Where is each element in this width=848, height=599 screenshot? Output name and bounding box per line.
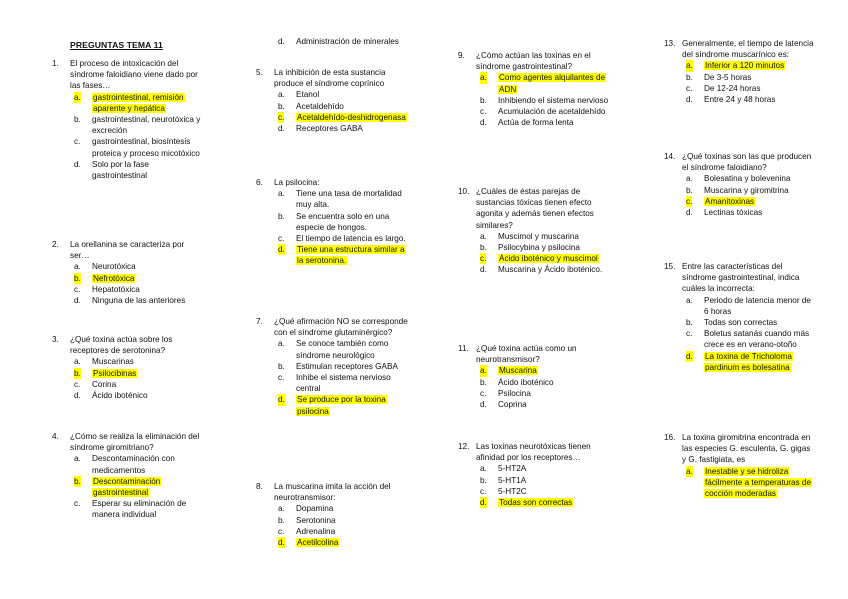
column-4 (664, 0, 814, 599)
question-label: ¿Cómo actúan las toxinas en el síndrome gastrointestinal? (476, 51, 591, 72)
question-9 (458, 50, 610, 128)
question-4 (52, 431, 204, 521)
option-text: Entre 24 y 48 horas (704, 95, 776, 105)
answer-option (256, 361, 412, 372)
question-label: El proceso de intoxicación del síndrome faloidiano viene dado por las fases… (70, 59, 198, 91)
option-letter: b. (278, 515, 285, 525)
highlighted-answer-text: Ácido iboténico y muscimol (499, 254, 598, 264)
question-number: 16. (664, 433, 676, 442)
question-text (52, 431, 204, 453)
question-16 (664, 432, 814, 499)
answer-option-correct (664, 60, 814, 71)
question-label: La toxina giromitrina encontrada en las especies G. esculenta, G. gigas y G. fastigiata, es (682, 433, 811, 465)
answer-option (458, 117, 610, 128)
answer-option-correct (458, 253, 610, 264)
option-letter: b. (74, 273, 81, 283)
option-letter: d. (74, 391, 81, 401)
answer-option-correct (52, 476, 204, 498)
option-letter: b. (480, 243, 487, 253)
option-letter: b. (278, 361, 285, 371)
answer-option (664, 207, 814, 218)
question-8 (256, 481, 412, 548)
option-letter: a. (480, 464, 487, 474)
answer-option (52, 114, 204, 136)
question-label: ¿Cuáles de éstas parejas de sustancias tóxicas tienen efecto agonita y además tienen efectos similares? (476, 187, 594, 230)
answer-option (664, 72, 814, 83)
option-letter: c. (74, 379, 81, 389)
question-text (256, 67, 412, 89)
question-text (458, 441, 610, 463)
answer-option-correct (458, 365, 610, 376)
question-number: 15. (664, 262, 676, 271)
option-letter: c. (74, 284, 81, 294)
answer-option (52, 136, 204, 158)
option-text: Actúa de forma lenta (498, 118, 574, 128)
question-2 (52, 239, 204, 306)
option-letter: c. (74, 137, 81, 147)
highlighted-answer-text: Inestable y se hidroliza fácilmente a temperaturas de cocción moderadas (705, 466, 812, 499)
option-letter: c. (480, 107, 487, 117)
option-letter: a. (686, 466, 693, 476)
option-letter: d. (686, 351, 693, 361)
option-letter: a. (74, 262, 81, 272)
page-title: PREGUNTAS TEMA 11 (70, 40, 163, 50)
highlighted-answer-text: Todas son correctas (499, 498, 573, 508)
option-text: El tiempo de latencia es largo. (296, 234, 406, 244)
option-text: Corina (92, 379, 117, 389)
question-text (664, 432, 814, 466)
answer-option (256, 89, 412, 100)
highlighted-answer-text: La toxina de Tricholoma pardinum es bolesatina (705, 351, 792, 372)
question-number: 5. (256, 68, 263, 77)
question-text (256, 316, 412, 338)
option-letter: c. (686, 329, 693, 339)
question-6 (256, 177, 412, 267)
option-text: Psilocybina y psilocina (498, 243, 580, 253)
question-number: 2. (52, 240, 59, 249)
question-text (256, 481, 412, 503)
option-text: Se encuentra solo en una especie de hongos. (296, 211, 390, 232)
option-text: Serotonina (296, 515, 336, 525)
option-text: Inhibiendo el sistema nervioso (498, 95, 609, 105)
question-5 (256, 67, 412, 134)
option-letter: b. (480, 377, 487, 387)
answer-option (256, 36, 412, 47)
highlighted-answer-text: Acetilcolina (297, 538, 339, 548)
option-letter: d. (480, 400, 487, 410)
question-text (52, 239, 204, 261)
option-text: Tiene una tasa de mortalidad muy alta. (296, 189, 402, 210)
option-letter: c. (278, 112, 285, 122)
answer-option (52, 390, 204, 401)
option-letter: d. (278, 395, 285, 405)
highlighted-answer-text: Amanitoxinas (705, 196, 755, 206)
option-letter: b. (278, 101, 285, 111)
option-letter: b. (686, 318, 693, 328)
answer-option (52, 261, 204, 272)
option-letter: a. (278, 339, 285, 349)
option-letter: b. (480, 475, 487, 485)
option-letter: a. (278, 90, 285, 100)
option-letter: a. (278, 504, 285, 514)
answer-option (52, 284, 204, 295)
option-letter: c. (278, 526, 285, 536)
answer-option (458, 388, 610, 399)
question-11 (458, 343, 610, 410)
option-letter: d. (74, 159, 81, 169)
option-letter: c. (686, 196, 693, 206)
question-15 (664, 261, 814, 373)
question-label: Generalmente, el tiempo de latencia del síndrome muscarínico es: (682, 39, 814, 60)
answer-option-correct (52, 273, 204, 284)
option-text: Ácido iboténico (498, 377, 554, 387)
option-letter: d. (686, 95, 693, 105)
option-letter: c. (480, 254, 487, 264)
highlighted-answer-text: Nefrotóxica (93, 273, 135, 283)
highlighted-answer-text: Muscarina (499, 366, 537, 376)
question-label: Las toxinas neurotóxicas tienen afinidad por los receptores… (476, 442, 591, 463)
option-text: Neurotóxica (92, 262, 136, 272)
answer-option (664, 83, 814, 94)
option-text: Lectinas tóxicas (704, 208, 763, 218)
question-number: 9. (458, 51, 465, 60)
question-number: 11. (458, 344, 469, 353)
answer-option (664, 185, 814, 196)
option-letter: b. (74, 476, 81, 486)
question-text (458, 186, 610, 231)
option-letter: d. (480, 498, 487, 508)
answer-option (52, 295, 204, 306)
option-text: De 3-5 horas (704, 72, 752, 82)
option-text: Descontaminación con medicamentos (92, 454, 175, 475)
option-letter: a. (74, 92, 81, 102)
answer-option-correct (664, 466, 814, 500)
answer-option (256, 188, 412, 210)
option-text: De 12-24 horas (704, 83, 761, 93)
answer-option (458, 264, 610, 275)
option-letter: b. (686, 185, 693, 195)
answer-option-correct (458, 497, 610, 508)
answer-option (256, 101, 412, 112)
answer-option (458, 399, 610, 410)
question-text (52, 334, 204, 356)
option-text: Esperar su eliminación de manera individual (92, 499, 187, 520)
option-text: Muscarina y Ácido iboténico. (498, 265, 603, 275)
question-number: 1. (52, 59, 59, 68)
answer-option-correct (664, 351, 814, 373)
answer-option (256, 338, 412, 360)
option-letter: c. (480, 388, 487, 398)
option-text: Se conoce también como síndrome neurológico (296, 339, 389, 360)
option-text: Boletus satanás cuando más crece es en verano-otoño (704, 329, 810, 350)
answer-option (458, 231, 610, 242)
option-letter: c. (480, 486, 487, 496)
question-label: La inhibición de esta sustancia produce el síndrome coprínico (274, 68, 386, 89)
question-4-continued (256, 36, 412, 47)
option-letter: d. (278, 37, 285, 46)
question-text (52, 58, 204, 92)
option-letter: a. (480, 366, 487, 376)
option-text: Inhibe el sistema nervioso central (296, 373, 391, 394)
highlighted-answer-text: Descontaminación gastrointestinal (93, 476, 161, 498)
question-number: 3. (52, 335, 59, 344)
option-text: 5-HT2A (498, 464, 527, 474)
question-1 (52, 58, 204, 181)
answer-option (52, 379, 204, 390)
column-1 (52, 0, 204, 599)
answer-option (52, 498, 204, 520)
answer-option (458, 106, 610, 117)
answer-option-correct (664, 196, 814, 207)
answer-option (256, 233, 412, 244)
highlighted-answer-text: Acetaldehído-deshidrogenasa (297, 112, 406, 122)
option-text: 5-HT1A (498, 475, 527, 485)
question-label: ¿Qué afirmación NO se corresponde con el síndrome glutaminérgico? (274, 317, 408, 338)
answer-option-correct (52, 92, 204, 114)
option-text: Dopamina (296, 504, 334, 514)
option-letter: b. (480, 95, 487, 105)
answer-option (664, 94, 814, 105)
question-number: 8. (256, 482, 263, 491)
question-text (664, 38, 814, 60)
question-number: 7. (256, 317, 263, 326)
question-label: Entre las características del síndrome gastrointestinal, indica cuáles la incorrecta: (682, 262, 800, 294)
answer-option-correct (256, 112, 412, 123)
answer-option (664, 328, 814, 350)
option-letter: b. (278, 211, 285, 221)
option-text: Estimulan receptores GABA (296, 361, 398, 371)
option-text: Solo por la fase gastrointestinal (92, 159, 149, 181)
highlighted-answer-text: Tiene una estructura similar a la serotonina. (297, 245, 405, 266)
question-label: La orellanina se caracteriza por ser… (70, 240, 185, 261)
question-7 (256, 316, 412, 417)
answer-option-correct (458, 72, 610, 94)
option-letter: a. (686, 174, 693, 184)
option-letter: d. (74, 296, 81, 306)
option-letter: a. (74, 357, 81, 367)
option-text: Receptores GABA (296, 124, 363, 134)
answer-option (664, 173, 814, 184)
option-letter: c. (278, 234, 285, 244)
highlighted-answer-text: Inferior a 120 minutos (705, 61, 785, 71)
answer-option (458, 463, 610, 474)
highlighted-answer-text: Como agentes alquilantes de ADN (499, 73, 606, 94)
answer-option (458, 486, 610, 497)
option-letter: a. (278, 189, 285, 199)
question-number: 4. (52, 432, 59, 441)
option-letter: d. (686, 208, 693, 218)
question-number: 13. (664, 39, 676, 48)
answer-option (256, 372, 412, 394)
answer-option-correct (256, 244, 412, 266)
answer-option (458, 475, 610, 486)
question-number: 12. (458, 442, 470, 451)
option-letter: d. (480, 118, 487, 128)
answer-option (256, 123, 412, 134)
question-text (458, 50, 610, 72)
option-letter: b. (74, 115, 81, 125)
option-text: gastrointestinal, biosíntesis proteica y proceso micotóxico (92, 137, 200, 158)
option-letter: d. (278, 538, 285, 548)
question-10 (458, 186, 610, 276)
answer-option (52, 159, 204, 181)
option-text: Administración de minerales (296, 37, 399, 46)
question-label: ¿Qué toxinas son las que producen el síndrome faloidiano? (682, 152, 812, 173)
option-letter: d. (278, 124, 285, 134)
option-text: Hepatotóxica (92, 284, 140, 294)
answer-option (256, 515, 412, 526)
question-label: La psilocina: (274, 178, 320, 187)
answer-option (256, 211, 412, 233)
highlighted-answer-text: gastrointestinal, remisión aparente y hepática (93, 92, 184, 113)
option-text: Todas son correctas (704, 318, 778, 328)
question-label: La muscarina imita la acción del neurotransmisor: (274, 482, 391, 503)
answer-option (458, 242, 610, 253)
answer-option (458, 377, 610, 388)
highlighted-answer-text: Psilocibinas (93, 368, 137, 378)
option-letter: d. (480, 265, 487, 275)
question-number: 6. (256, 178, 263, 187)
question-12 (458, 441, 610, 508)
question-text (458, 343, 610, 365)
answer-option (664, 295, 814, 317)
question-text (664, 261, 814, 295)
option-text: Adrenalina (296, 526, 336, 536)
option-letter: c. (686, 83, 693, 93)
option-text: Coprina (498, 400, 527, 410)
option-letter: b. (686, 72, 693, 82)
question-14 (664, 151, 814, 218)
answer-option-correct (256, 394, 412, 416)
answer-option (664, 317, 814, 328)
question-13 (664, 38, 814, 105)
option-letter: a. (686, 295, 693, 305)
answer-option-correct (52, 368, 204, 379)
option-text: Muscimol y muscarina (498, 231, 579, 241)
option-text: Bolesatina y bolevenina (704, 174, 791, 184)
answer-option (52, 453, 204, 475)
answer-option (52, 356, 204, 367)
option-text: Muscarinas (92, 357, 134, 367)
answer-option (256, 526, 412, 537)
question-3 (52, 334, 204, 401)
question-label: ¿Qué toxina actúa como un neurotransmisor? (476, 344, 577, 365)
answer-option (458, 95, 610, 106)
question-number: 10. (458, 187, 470, 196)
option-text: gastrointestinal, neurotóxica y excreción (92, 115, 201, 136)
option-letter: a. (686, 61, 693, 71)
option-letter: a. (480, 73, 487, 83)
question-label: ¿Cómo se realiza la eliminación del síndrome giromitriano? (70, 432, 200, 453)
question-label: ¿Qué toxina actúa sobre los receptores de serotonina? (70, 335, 173, 356)
option-text: Ácido iboténico (92, 391, 148, 401)
option-text: Muscarina y giromitrina (704, 185, 789, 195)
option-text: 5-HT2C (498, 486, 527, 496)
question-text (664, 151, 814, 173)
answer-option-correct (256, 537, 412, 548)
option-letter: b. (74, 368, 81, 378)
option-text: Ninguna de las anteriores (92, 296, 186, 306)
option-letter: c. (278, 373, 285, 383)
column-3 (458, 0, 610, 599)
option-text: Acetaldehído (296, 101, 344, 111)
option-text: Etanol (296, 90, 320, 100)
column-2 (256, 0, 412, 599)
option-text: Psilocina (498, 388, 531, 398)
question-number: 14. (664, 152, 676, 161)
question-text (256, 177, 412, 188)
option-letter: a. (480, 231, 487, 241)
answer-option (256, 503, 412, 514)
option-text: Acumulación de acetaldehído (498, 107, 606, 117)
option-text: Periodo de latencia menor de 6 horas (704, 295, 811, 316)
option-letter: c. (74, 499, 81, 509)
highlighted-answer-text: Se produce por la toxina psilocina (297, 395, 386, 416)
option-letter: d. (278, 245, 285, 255)
option-letter: a. (74, 454, 81, 464)
